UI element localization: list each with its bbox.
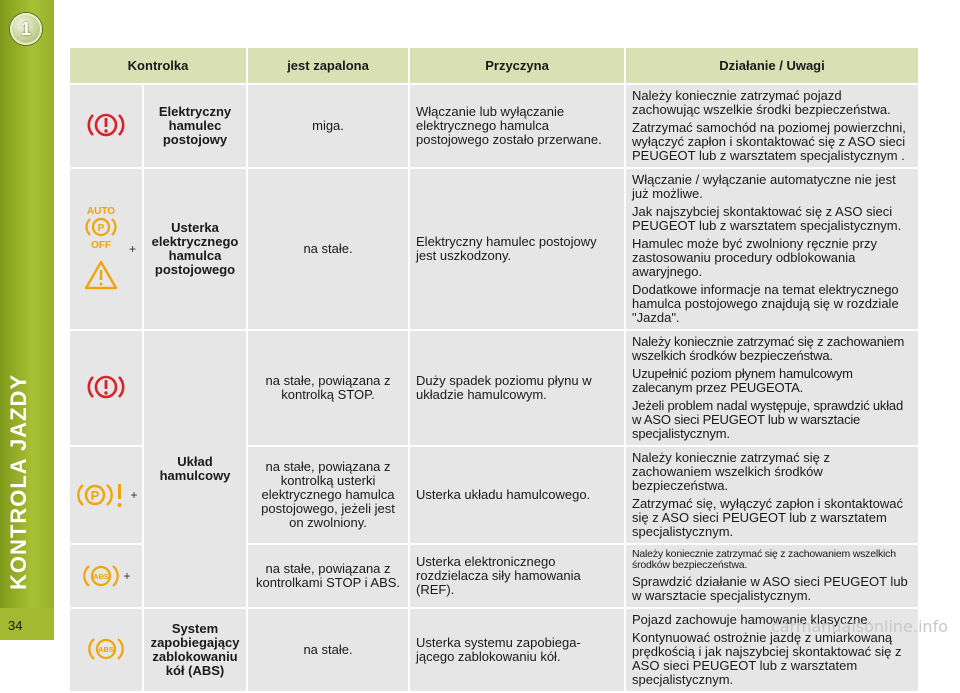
action-text: Dodatkowe informacje na temat elektrycznego hamulca postojowego znajdują się w rozdziale "Jazda". bbox=[632, 282, 899, 325]
row-state: na stałe. bbox=[248, 169, 408, 329]
row-cause: Usterka elektronicznego rozdzielacza siły hamowania (REF). bbox=[410, 545, 624, 607]
parking-brake-fault-icon bbox=[75, 479, 129, 511]
icon-cell bbox=[70, 545, 142, 607]
action-text: Kontynuować ostrożnie jazdę z umiarkowaną prędkością i jak najszybciej skontaktować się z ASO sieci PEUGEOT lub z warsztatem specjalistycznym. bbox=[632, 630, 902, 687]
watermark: carmanualsonline.info bbox=[770, 617, 948, 636]
electric-parking-brake-auto-off-icon bbox=[81, 204, 121, 250]
svg-text:ABS: ABS bbox=[93, 572, 110, 581]
chapter-title: KONTROLA JAZDY bbox=[6, 373, 31, 590]
header-action: Działanie / Uwagi bbox=[626, 48, 918, 83]
row-actions bbox=[626, 85, 918, 167]
row-actions bbox=[626, 331, 918, 445]
row-state: na stałe. bbox=[248, 609, 408, 691]
row-state: na stałe, powiązana z kontrolką STOP. bbox=[248, 331, 408, 445]
row-actions bbox=[626, 545, 918, 607]
row-name: System zapobiegający zablokowaniu kół (ABS) bbox=[144, 609, 246, 691]
plus-sign: + bbox=[123, 569, 131, 583]
row-name: Układ hamulcowy bbox=[144, 331, 246, 607]
row-name: Usterka elektrycznego hamulca postojowego bbox=[144, 169, 246, 329]
icon-cell bbox=[70, 331, 142, 445]
icon-cell bbox=[70, 85, 142, 167]
row-cause: Elektryczny hamulec postojowy jest uszkodzony. bbox=[410, 169, 624, 329]
action-text: Zatrzymać się, wyłączyć zapłon i skontaktować się z ASO sieci PEUGEOT lub z warsztatem specjalistycznym. bbox=[632, 496, 903, 539]
table-row bbox=[70, 331, 918, 445]
action-text: Hamulec może być zwolniony ręcznie przy zastosowaniu procedury odblokowania awaryjnego. bbox=[632, 236, 877, 279]
svg-text:AUTO: AUTO bbox=[87, 206, 116, 217]
action-text: Pojazd zachowuje hamowanie klasyczne. bbox=[632, 612, 872, 627]
action-text: Należy koniecznie zatrzymać pojazd zachowując wszelkie środki bezpieczeństwa. bbox=[632, 88, 891, 117]
row-cause: Usterka układu hamulcowego. bbox=[410, 447, 624, 543]
page-number: 34 bbox=[0, 608, 54, 640]
svg-text:ABS: ABS bbox=[98, 644, 114, 654]
row-state: na stałe, powiązana z kontrolką usterki elektrycznego hamulca postojowego, jeżeli jest on zwolniony. bbox=[248, 447, 408, 543]
icon-cell bbox=[70, 447, 142, 543]
chapter-number-badge: 1 bbox=[10, 13, 42, 45]
action-text: Należy koniecznie zatrzymać się z zachowaniem wszelkich środków bezpieczeństwa. bbox=[632, 334, 905, 363]
warning-lights-table bbox=[68, 46, 920, 693]
svg-text:OFF: OFF bbox=[91, 240, 112, 250]
icon-cell bbox=[70, 609, 142, 691]
row-name: Elektryczny hamulec postojowy bbox=[144, 85, 246, 167]
chapter-sidebar bbox=[0, 0, 54, 640]
svg-text:P: P bbox=[90, 488, 99, 503]
action-text: Włączanie / wyłączanie automatyczne nie jest już możliwe. bbox=[632, 172, 896, 201]
row-state: na stałe, powiązana z kontrolkami STOP i ABS. bbox=[248, 545, 408, 607]
row-actions bbox=[626, 447, 918, 543]
row-cause: Włączanie lub wyłączanie elektrycznego hamulca postojowego zostało przerwane. bbox=[410, 85, 624, 167]
action-text: Uzupełnić poziom płynem hamulcowym zalecanym przez PEUGEOTA. bbox=[632, 366, 853, 395]
action-text: Zatrzymać samochód na poziomej powierzchni, wyłączyć zapłon i skontaktować się z ASO sieci PEUGEOT lub z warsztatem specjalistycznym . bbox=[632, 120, 906, 163]
warning-triangle-icon bbox=[83, 259, 119, 291]
row-state: miga. bbox=[248, 85, 408, 167]
icon-cell bbox=[70, 169, 142, 329]
abs-icon bbox=[81, 561, 121, 591]
action-text: Jeżeli problem nadal występuje, sprawdzić układ w ASO sieci PEUGEOT lub w warsztacie specjalistycznym. bbox=[632, 398, 903, 441]
header-cause: Przyczyna bbox=[410, 48, 624, 83]
action-text: Jak najszybciej skontaktować się z ASO sieci PEUGEOT lub z warsztatem specjalistycznym. bbox=[632, 204, 902, 233]
action-text: Sprawdzić działanie w ASO sieci PEUGEOT lub w warsztacie specjalistycznym. bbox=[632, 574, 908, 603]
table-row bbox=[70, 169, 918, 329]
red-exclamation-circle-icon bbox=[86, 109, 126, 141]
red-exclamation-circle-icon bbox=[86, 371, 126, 403]
plus-sign: + bbox=[130, 488, 138, 502]
action-text: Należy koniecznie zatrzymać się z zachowaniem wszelkich środków bezpieczeństwa. bbox=[632, 548, 896, 571]
row-cause: Usterka systemu zapobiega-jącego zablokowaniu kół. bbox=[410, 609, 624, 691]
action-text: Należy koniecznie zatrzymać się z zachowaniem wszelkich środków bezpieczeństwa. bbox=[632, 450, 830, 493]
plus-sign: + bbox=[128, 242, 136, 256]
row-actions bbox=[626, 169, 918, 329]
abs-icon bbox=[86, 634, 126, 664]
svg-text:P: P bbox=[98, 223, 105, 234]
table-header-row bbox=[70, 48, 918, 83]
table-row bbox=[70, 85, 918, 167]
header-kontrolka: Kontrolka bbox=[70, 48, 246, 83]
row-cause: Duży spadek poziomu płynu w układzie hamulcowym. bbox=[410, 331, 624, 445]
header-state: jest zapalona bbox=[248, 48, 408, 83]
